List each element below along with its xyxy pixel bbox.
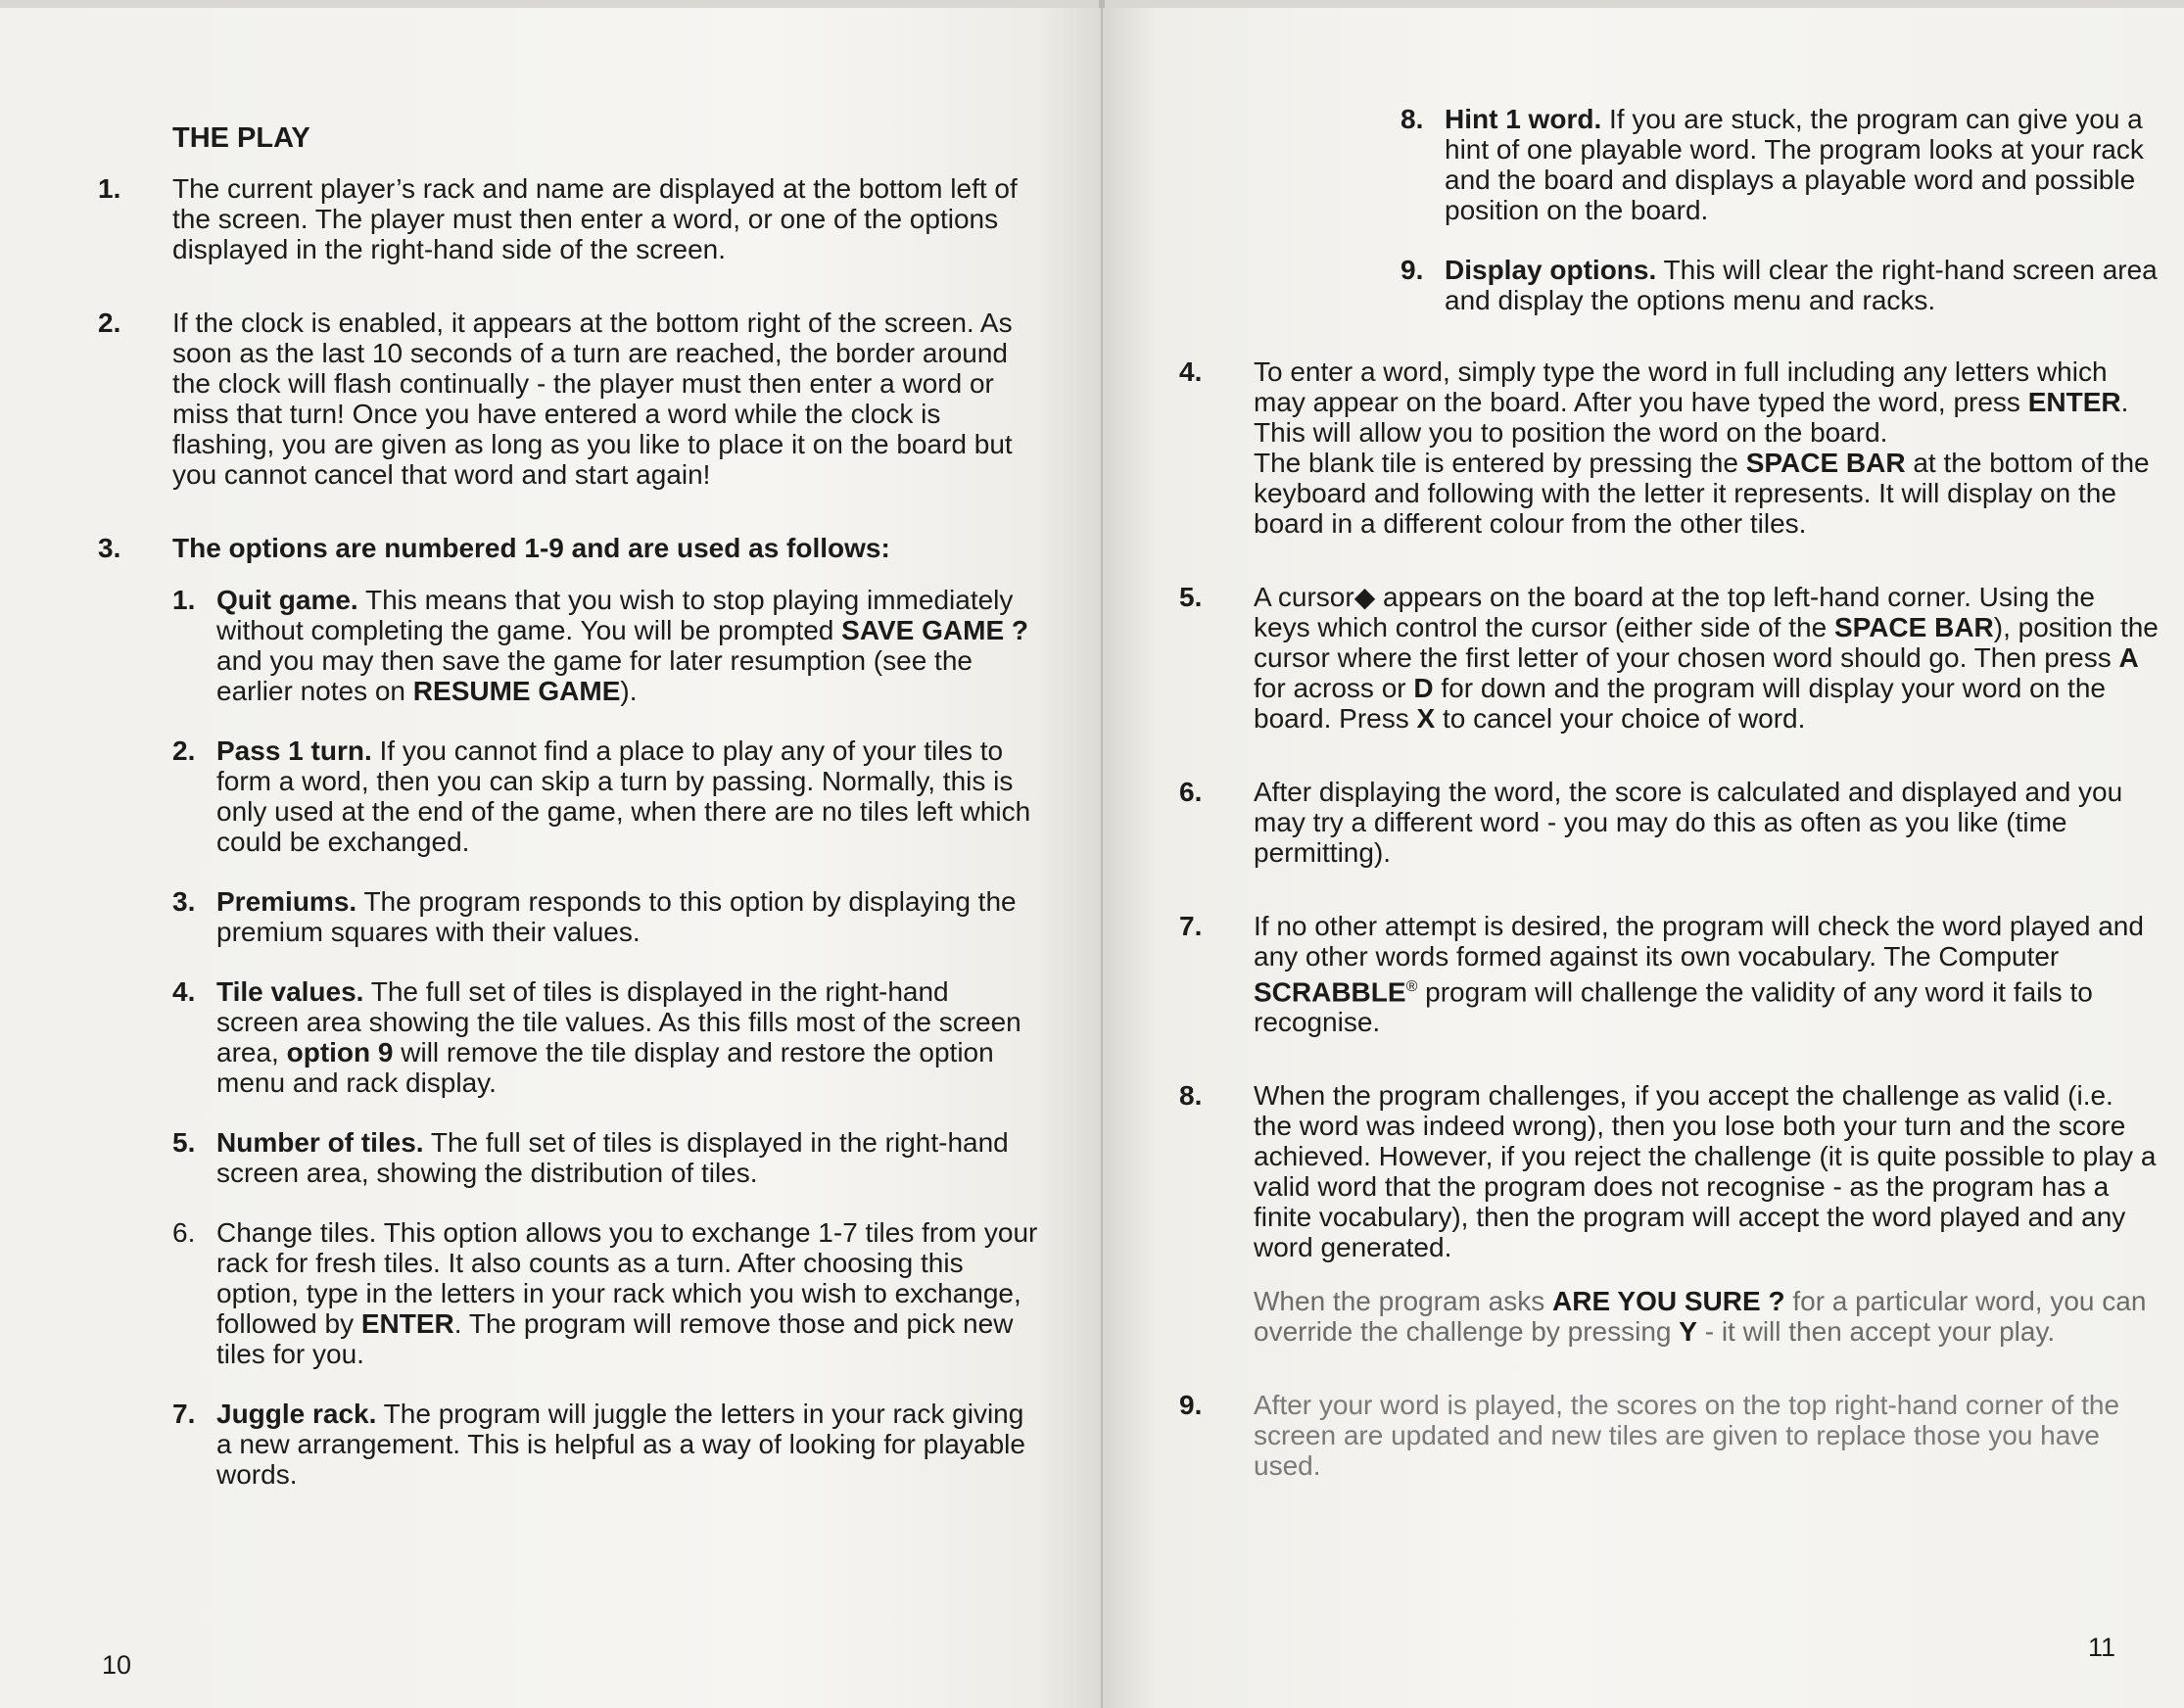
- option-title: Pass 1 turn.: [216, 735, 372, 766]
- option-number: 5.: [172, 1127, 196, 1158]
- paragraph: [1254, 448, 2159, 539]
- text-run: appears on the board at the top left-hand corner. Using the keys which control the cursor (either side of the: [1254, 582, 2095, 642]
- item-text: The current player’s rack and name are displayed at the bottom left of the screen. The player must then enter a word, or one of the options displayed in the right-hand side of the screen.: [172, 173, 1018, 264]
- item-text: [1254, 911, 2159, 1037]
- option-desc: The full set of tiles is displayed in the right-hand screen area, showing the distribution of tiles.: [216, 1127, 1009, 1188]
- text-run: - it will then accept your play.: [1696, 1316, 2056, 1348]
- item-text: [1254, 582, 2159, 734]
- item-text: [1254, 356, 2159, 539]
- left-page: [0, 8, 1101, 1708]
- text-run: to cancel your choice of word.: [1435, 703, 1806, 734]
- options-list: [172, 585, 1038, 1490]
- option-desc: The program will juggle the letters in your rack giving a new arrangement. This is helpful as a way of looking for playable words.: [216, 1399, 1025, 1490]
- option-tile-values: [172, 976, 1038, 1098]
- option-desc: will remove the tile display and restore the option menu and rack display.: [216, 1037, 994, 1098]
- text-run: When the program asks: [1254, 1286, 1553, 1317]
- option-title: Quit game.: [216, 585, 358, 615]
- item-text: After your word is played, the scores on the top right-hand corner of the screen are updated and new tiles are given to replace those you have used.: [1254, 1390, 2120, 1482]
- paragraph: When the program challenges, if you accept the challenge as valid (i.e. the word was indeed wrong), then you lose both your turn and the score achieved. However, if you reject the challenge (it is quite possible to play a valid word that the program does not recognise - as the program has a finite vocabulary), then the program will accept the word played and any word generated.: [1254, 1080, 2157, 1263]
- item-number: 6.: [1179, 777, 1203, 807]
- option-hint-word: [1401, 104, 2159, 225]
- option-desc: If you cannot find a place to play any of your tiles to form a word, then you can skip a turn by passing. Normally, this is only used at the end of the game, when there are no tiles left which could be exchanged.: [216, 735, 1031, 857]
- option-desc: This will clear the right-hand screen area and display the options menu and racks.: [1445, 255, 2158, 315]
- option-number: 7.: [172, 1399, 196, 1429]
- option-number: 4.: [172, 976, 196, 1007]
- enter-key-ref: ENTER: [2027, 387, 2121, 417]
- save-game-prompt: SAVE GAME ?: [841, 615, 1029, 645]
- option-desc: Change tiles. This option allows you to exchange 1-7 tiles from your rack for fresh tiles. It also counts as a turn. After choosing this option, type in the letters in your rack which you wish to exchange, followed by: [216, 1217, 1038, 1339]
- option-desc: . The program will remove those and pick new tiles for you.: [216, 1308, 1014, 1369]
- page-number: 11: [2087, 1633, 2115, 1662]
- continued-options: [1401, 104, 2159, 315]
- registered-mark: ®: [1405, 978, 1418, 995]
- option-number: 6.: [172, 1217, 196, 1248]
- item-number: 7.: [1179, 911, 1203, 941]
- options-intro: The options are numbered 1-9 and are used as follows:: [172, 533, 890, 563]
- option-text: [216, 585, 1038, 706]
- option-number: 2.: [172, 735, 196, 766]
- play-item-3: [98, 533, 1038, 1519]
- option-text: [216, 735, 1038, 857]
- text-run: at the bottom of the keyboard and following with the letter it represents. It will display on the board in a different colour from the other tiles.: [1254, 448, 2150, 539]
- item-text-container: [172, 533, 1038, 1519]
- option-text: [216, 1217, 1038, 1369]
- section-heading: THE PLAY: [172, 122, 310, 154]
- play-item-8: [1179, 1080, 2159, 1347]
- option-text: [216, 976, 1038, 1098]
- space-bar-ref: SPACE BAR: [1745, 448, 1906, 478]
- text-run: for down and the program will display your word on the board. Press: [1254, 673, 2106, 734]
- space-bar-ref: SPACE BAR: [1833, 612, 1994, 642]
- text-run: ), position the cursor where the first letter of your chosen word should go. Then press: [1254, 612, 2159, 673]
- option-title: Tile values.: [216, 976, 364, 1007]
- are-you-sure-prompt: ARE YOU SURE ?: [1552, 1286, 1785, 1317]
- item-number: 3.: [98, 533, 121, 563]
- option-number: 3.: [172, 886, 196, 917]
- option-title: Juggle rack.: [216, 1399, 377, 1429]
- option-9-ref: option 9: [286, 1037, 394, 1068]
- item-number: 1.: [98, 173, 121, 204]
- text-run: for across or: [1254, 673, 1414, 703]
- option-number: 9.: [1401, 255, 1424, 285]
- play-item-5: [1179, 582, 2159, 734]
- text-run: for a particular word, you can override the challenge by pressing: [1254, 1286, 2147, 1348]
- right-column: [1179, 104, 2159, 1524]
- text-run: . This will allow you to position the word on the board.: [1254, 387, 2129, 448]
- play-item-2: [98, 308, 1038, 490]
- page-number: 10: [102, 1650, 132, 1680]
- option-text: [216, 1399, 1038, 1490]
- option-text: [1445, 255, 2159, 315]
- option-text: [216, 886, 1038, 947]
- option-desc: This means that you wish to stop playing immediately without completing the game. You will be prompted: [216, 585, 1014, 645]
- item-text: If the clock is enabled, it appears at the bottom right of the screen. As soon as the last 10 seconds of a turn are reached, the border around the clock will flash continually - the player must then enter a word or miss that turn! Once you have entered a word while the clock is flashing, you are given as long as you like to place it on the board but you cannot cancel that word and start again!: [172, 308, 1013, 490]
- option-title: Premiums.: [216, 886, 357, 917]
- play-item-9: [1179, 1390, 2159, 1481]
- play-item-1: [98, 173, 1038, 264]
- play-item-7: [1179, 911, 2159, 1037]
- option-display-options: [1401, 255, 2159, 315]
- key-x-ref: X: [1416, 703, 1436, 734]
- option-desc: If you are stuck, the program can give you a hint of one playable word. The program looks at your rack and the board and displays a playable word and possible position on the board.: [1445, 104, 2144, 225]
- item-number: 2.: [98, 308, 121, 338]
- item-text: After displaying the word, the score is calculated and displayed and you may try a different word - you may do this as often as you like (time permitting).: [1254, 777, 2123, 868]
- option-quit-game: [172, 585, 1038, 706]
- option-juggle-rack: [172, 1399, 1038, 1490]
- resume-game-ref: RESUME GAME: [412, 676, 621, 706]
- option-pass-turn: [172, 735, 1038, 857]
- option-number: 1.: [172, 585, 196, 615]
- cursor-diamond-icon: ◆: [1353, 582, 1376, 612]
- item-number: 5.: [1179, 582, 1203, 612]
- option-text: [1445, 104, 2159, 225]
- left-column: [98, 123, 1038, 1519]
- option-number: 8.: [1401, 104, 1424, 134]
- text-run: The blank tile is entered by pressing the: [1254, 448, 1746, 478]
- option-text: [216, 1127, 1038, 1188]
- option-desc: The program responds to this option by displaying the premium squares with their values.: [216, 886, 1017, 947]
- scrabble-brand: SCRABBLE: [1254, 976, 1406, 1008]
- option-number-of-tiles: [172, 1127, 1038, 1188]
- paragraph: [1254, 1286, 2159, 1347]
- item-number: 4.: [1179, 356, 1203, 387]
- option-desc: and you may then save the game for later resumption (see the earlier notes on: [216, 645, 973, 706]
- item-number: 8.: [1179, 1080, 1203, 1112]
- paragraph: [1254, 356, 2159, 448]
- text-run: If no other attempt is desired, the program will check the word played and any other words formed against its own vocabulary. The Computer: [1254, 911, 2144, 972]
- play-item-6: [1179, 777, 2159, 868]
- text-run: program will challenge the validity of any word it fails to recognise.: [1254, 976, 2093, 1038]
- option-title: Hint 1 word.: [1445, 104, 1602, 134]
- right-page: [1103, 8, 2184, 1708]
- option-title: Display options.: [1445, 255, 1657, 285]
- key-y-ref: Y: [1679, 1316, 1697, 1348]
- item-text: [1254, 1080, 2159, 1347]
- enter-key-ref: ENTER: [360, 1308, 454, 1339]
- option-desc: ).: [620, 676, 638, 706]
- option-change-tiles: [172, 1217, 1038, 1369]
- text-run: To enter a word, simply type the word in full including any letters which may appear on the board. After you have typed the word, press: [1254, 356, 2108, 417]
- option-title: Number of tiles.: [216, 1127, 424, 1158]
- key-d-ref: D: [1413, 673, 1434, 703]
- option-desc: The full set of tiles is displayed in the right-hand screen area showing the tile values. As this fills most of the screen area,: [216, 976, 1021, 1068]
- option-premiums: [172, 886, 1038, 947]
- play-item-4: [1179, 356, 2159, 539]
- item-number: 9.: [1179, 1390, 1203, 1421]
- text-run: A cursor: [1254, 582, 1354, 612]
- key-a-ref: A: [2118, 642, 2139, 673]
